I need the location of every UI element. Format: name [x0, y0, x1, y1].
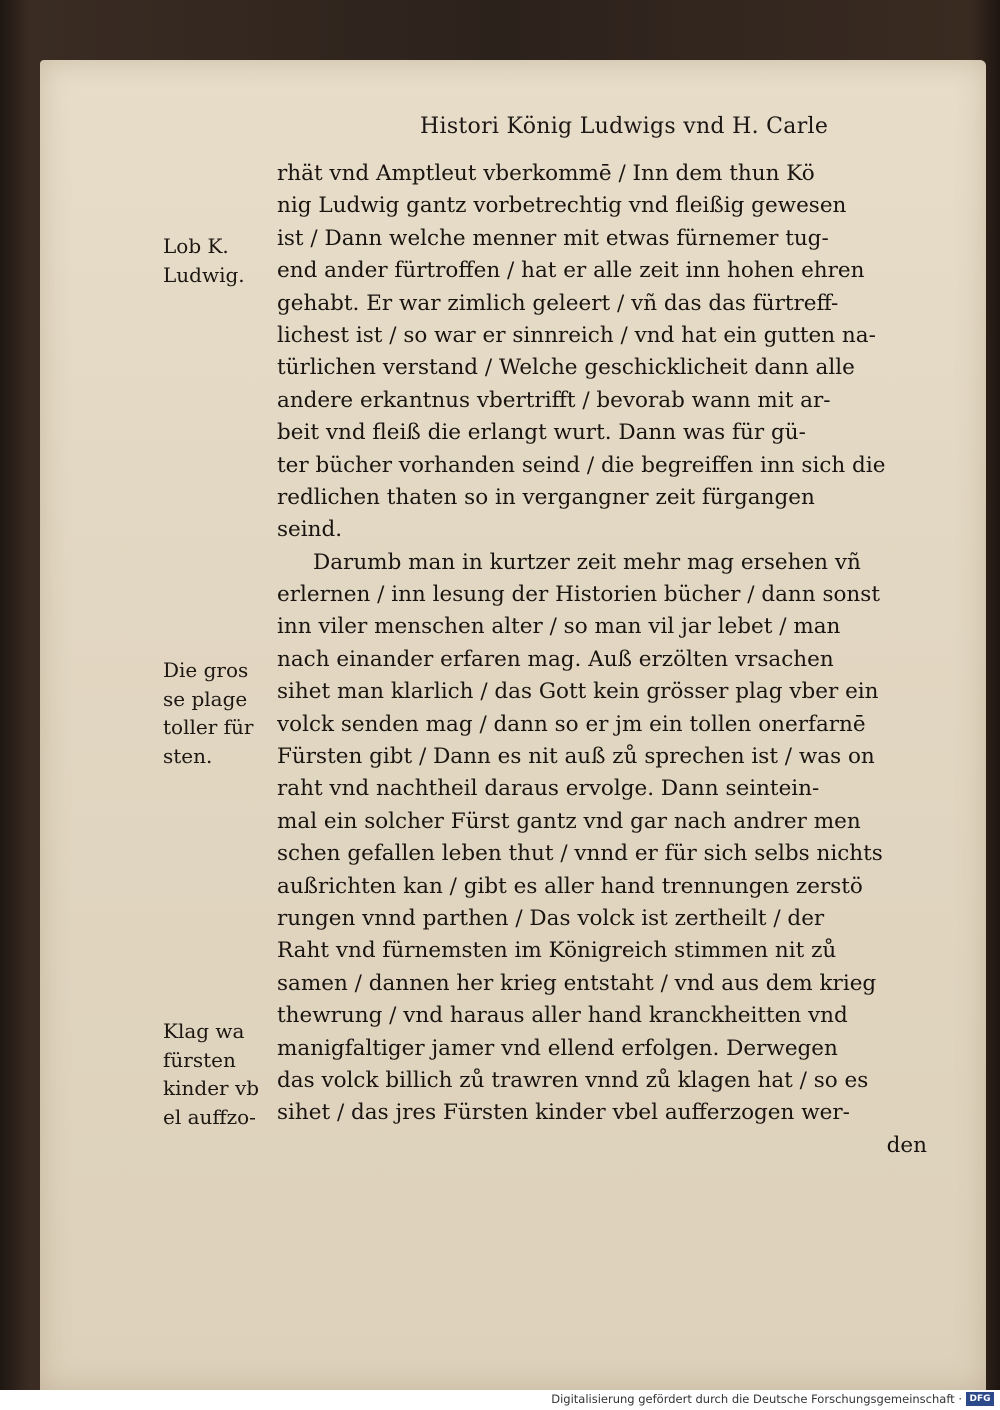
- text-line: erlernen / inn lesung der Historien bücher / dann sonst: [277, 582, 880, 608]
- margin-note-line: sten.: [163, 743, 213, 768]
- running-head: Histori König Ludwigs vnd H. Carle: [420, 114, 829, 139]
- text-line: schen gefallen leben thut / vnnd er für sich selbs nichts: [277, 841, 883, 867]
- text-line: Raht vnd fürnemsten im Königreich stimmen nit zů: [277, 938, 837, 964]
- text-line: türlichen verstand / Welche geschicklicheit dann alle: [277, 355, 855, 381]
- text-line: sihet man klarlich / das Gott kein grösser plag vber ein: [277, 679, 879, 705]
- margin-note-line: toller für: [163, 715, 254, 739]
- text-line: gehabt. Er war zimlich geleert / vñ das das fürtreff-: [277, 290, 839, 316]
- margin-note-line: se plage: [163, 686, 248, 711]
- margin-note-lob-ludwig: [163, 232, 273, 289]
- dfg-logo-icon[interactable]: DFG: [966, 1392, 994, 1406]
- text-line: samen / dannen her krieg entstaht / vnd aus dem krieg: [277, 970, 877, 996]
- text-line: ter bücher vorhanden seind / die begreiffen inn sich die: [277, 452, 886, 478]
- text-line: außrichten kan / gibt es aller hand trennungen zerstö: [277, 873, 863, 899]
- text-line: beit vnd fleiß die erlangt wurt. Dann was für gü-: [277, 420, 806, 446]
- text-line: rungen vnnd parthen / Das volck ist zertheilt / der: [277, 905, 825, 931]
- text-line: redlichen thaten so in vergangner zeit fürgangen: [277, 484, 815, 510]
- paragraph-start-line: Darumb man in kurtzer zeit mehr mag ersehen vñ: [313, 549, 861, 575]
- margin-note-line: Lob K.: [163, 234, 229, 258]
- text-line: andere erkantnus vbertrifft / bevorab wann mit ar-: [277, 387, 831, 413]
- margin-note-line: Ludwig.: [163, 262, 245, 287]
- text-line: mal ein solcher Fürst gantz vnd gar nach andrer men: [277, 808, 861, 834]
- text-line: ist / Dann welche menner mit etwas fürnemer tug-: [277, 225, 829, 251]
- text-line: thewrung / vnd haraus aller hand kranckheitten vnd: [277, 1003, 848, 1029]
- catchword: den: [886, 1132, 927, 1158]
- text-line: lichest ist / so war er sinnreich / vnd hat ein gutten na-: [277, 322, 876, 348]
- text-line: rhät vnd Amptleut vberkommē / Inn dem thun Kö: [277, 161, 815, 186]
- text-line: end ander fürtroffen / hat er alle zeit inn hohen ehren: [277, 258, 865, 284]
- margin-note-line: Die gros: [163, 658, 249, 682]
- text-line: volck senden mag / dann so er jm ein tollen onerfarnē: [277, 711, 866, 737]
- margin-note-grosse-plage: [163, 656, 273, 770]
- margin-note-line: Klag wa: [163, 1019, 245, 1043]
- margin-note-line: kinder vb: [163, 1076, 260, 1100]
- footer-credit: Digitalisierung gefördert durch die Deutsche Forschungsgemeinschaft ·: [551, 1392, 962, 1406]
- text-line: sihet / das jres Fürsten kinder vbel aufferzogen wer-: [277, 1100, 850, 1126]
- margin-note-klag: [163, 1017, 273, 1131]
- margin-note-line: el auffzo-: [163, 1104, 256, 1129]
- body-text: [277, 158, 957, 1162]
- text-line: Fürsten gibt / Dann es nit auß zů sprechen ist / was on: [277, 744, 875, 770]
- text-line: nach einander erfaren mag. Auß erzölten vrsachen: [277, 646, 834, 672]
- text-line: nig Ludwig gantz vorbetrechtig vnd fleißig gewesen: [277, 193, 847, 219]
- text-line: das volck billich zů trawren vnnd zů klagen hat / so es: [277, 1067, 869, 1093]
- text-line: raht vnd nachtheil daraus ervolge. Dann seintein-: [277, 776, 820, 802]
- text-line: manigfaltiger jamer vnd ellend erfolgen. Derwegen: [277, 1035, 838, 1061]
- text-line: inn viler menschen alter / so man vil jar lebet / man: [277, 614, 841, 640]
- text-line: seind.: [277, 517, 343, 543]
- margin-note-line: fürsten: [163, 1047, 236, 1072]
